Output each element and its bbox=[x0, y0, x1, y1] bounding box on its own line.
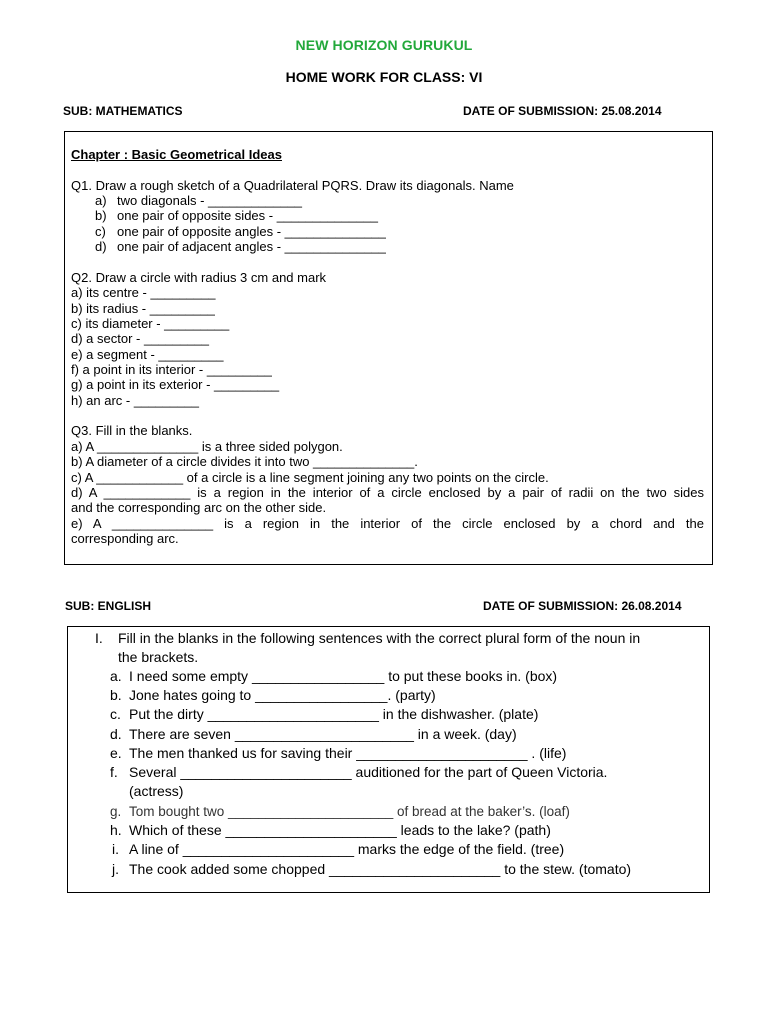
english-item-i: A line of ______________________ marks the edge of the field. (tree) bbox=[129, 841, 565, 857]
q1-item-d-label: d) bbox=[95, 239, 107, 254]
english-item-g-label: g. bbox=[110, 804, 122, 819]
q3-item-b: b) A diameter of a circle divides it into two ______________. bbox=[71, 454, 418, 469]
q1-item-d: one pair of adjacent angles - ______________ bbox=[117, 239, 386, 254]
math-submission-date: DATE OF SUBMISSION: 25.08.2014 bbox=[463, 104, 662, 118]
q3-item-c: c) A ____________ of a circle is a line segment joining any two points on the circle. bbox=[71, 470, 549, 485]
math-subject: SUB: MATHEMATICS bbox=[63, 104, 183, 118]
math-homework-box bbox=[64, 131, 713, 565]
q2-item-f: f) a point in its interior - _________ bbox=[71, 362, 272, 377]
english-instruction-continued: the brackets. bbox=[118, 649, 199, 665]
english-item-c: Put the dirty ______________________ in the dishwasher. (plate) bbox=[129, 706, 539, 722]
english-item-j: The cook added some chopped ______________________ to the stew. (tomato) bbox=[129, 861, 632, 877]
english-item-b-label: b. bbox=[110, 687, 122, 703]
q3-item-d: d) A ____________ is a region in the interior of a circle enclosed by a pair of radii on the two sides bbox=[71, 485, 704, 500]
q3-item-a: a) A ______________ is a three sided polygon. bbox=[71, 439, 343, 454]
q2-item-d: d) a sector - _________ bbox=[71, 331, 210, 346]
english-item-f: Several ______________________ auditioned for the part of Queen Victoria. bbox=[129, 764, 608, 780]
q3-item-e-continued: corresponding arc. bbox=[71, 531, 179, 546]
q3-item-e: e) A ______________ is a region in the interior of the circle enclosed by a chord and the bbox=[71, 516, 704, 531]
q2-item-e: e) a segment - _________ bbox=[71, 347, 224, 362]
english-item-c-label: c. bbox=[110, 706, 121, 722]
english-item-f-label: f. bbox=[110, 764, 118, 780]
english-item-h: Which of these ______________________ leads to the lake? (path) bbox=[129, 822, 551, 838]
q1-item-a: two diagonals - _____________ bbox=[117, 193, 303, 208]
english-submission-date: DATE OF SUBMISSION: 26.08.2014 bbox=[483, 599, 682, 613]
english-item-j-label: j. bbox=[112, 861, 119, 877]
english-item-e: The men thanked us for saving their ______________________ . (life) bbox=[129, 745, 567, 761]
english-homework-box bbox=[67, 626, 710, 893]
q1-item-b: one pair of opposite sides - ______________ bbox=[117, 208, 378, 223]
english-item-h-label: h. bbox=[110, 822, 122, 838]
q2-item-c: c) its diameter - _________ bbox=[71, 316, 230, 331]
english-item-a: I need some empty _________________ to put these books in. (box) bbox=[129, 668, 558, 684]
q2-item-g: g) a point in its exterior - _________ bbox=[71, 377, 280, 392]
q1-item-c-label: c) bbox=[95, 224, 106, 239]
chapter-title: Chapter : Basic Geometrical Ideas bbox=[71, 147, 282, 162]
q2-item-a: a) its centre - _________ bbox=[71, 285, 216, 300]
q2-item-h: h) an arc - _________ bbox=[71, 393, 199, 408]
english-item-b: Jone hates going to _________________. (party) bbox=[129, 687, 436, 703]
q1-text: Q1. Draw a rough sketch of a Quadrilateral PQRS. Draw its diagonals. Name bbox=[71, 178, 514, 193]
english-item-d: There are seven _______________________ in a week. (day) bbox=[129, 726, 517, 742]
q1-item-a-label: a) bbox=[95, 193, 107, 208]
english-item-f-continued: (actress) bbox=[129, 783, 184, 799]
english-item-i-label: i. bbox=[112, 841, 119, 857]
q2-text: Q2. Draw a circle with radius 3 cm and mark bbox=[71, 270, 327, 285]
homework-title: HOME WORK FOR CLASS: VI bbox=[285, 69, 483, 85]
english-item-d-label: d. bbox=[110, 726, 122, 742]
english-roman-label: I. bbox=[95, 630, 103, 646]
q1-item-c: one pair of opposite angles - ______________ bbox=[117, 224, 386, 239]
english-subject: SUB: ENGLISH bbox=[65, 599, 152, 613]
school-name: NEW HORIZON GURUKUL bbox=[295, 37, 473, 53]
english-item-g: Tom bought two ______________________ of bread at the baker’s. (loaf) bbox=[129, 804, 570, 819]
q1-item-b-label: b) bbox=[95, 208, 107, 223]
english-instruction: Fill in the blanks in the following sentences with the correct plural form of the noun in bbox=[118, 630, 641, 646]
q2-item-b: b) its radius - _________ bbox=[71, 301, 215, 316]
q3-item-d-continued: and the corresponding arc on the other side. bbox=[71, 500, 327, 515]
english-item-a-label: a. bbox=[110, 668, 122, 684]
english-item-e-label: e. bbox=[110, 745, 122, 761]
q3-text: Q3. Fill in the blanks. bbox=[71, 423, 193, 438]
